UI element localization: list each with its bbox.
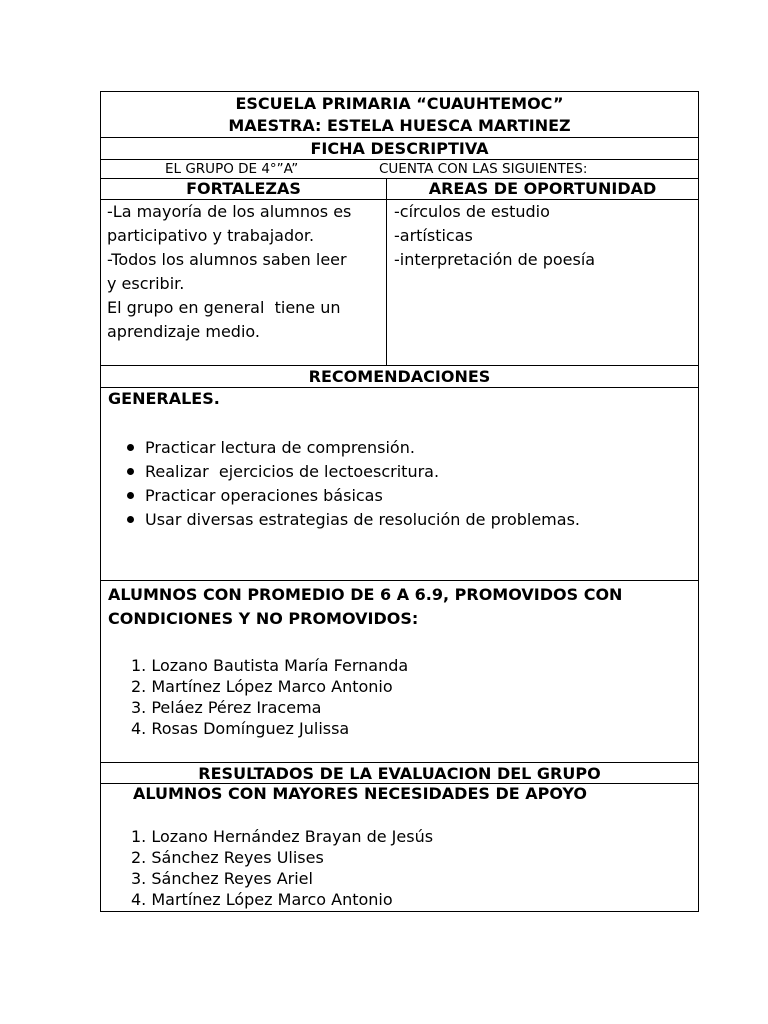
recomendaciones-title: RECOMENDACIONES <box>308 367 491 386</box>
doc-title: FICHA DESCRIPTIVA <box>310 139 489 158</box>
list-item: 2. Sánchez Reyes Ulises <box>131 848 324 867</box>
ficha-descriptiva-table <box>100 91 699 912</box>
area-line: -artísticas <box>394 226 473 245</box>
fortalezas-cell <box>101 200 387 365</box>
bullet-icon <box>127 468 134 475</box>
fortaleza-line: participativo y trabajador. <box>107 226 315 245</box>
resultados-cell <box>101 784 698 911</box>
recomendaciones-list <box>101 436 698 532</box>
columns-header-row <box>101 179 698 200</box>
group-label: EL GRUPO DE 4°”A” <box>165 161 299 177</box>
resultados-subtitle: ALUMNOS CON MAYORES NECESIDADES DE APOYO <box>133 784 588 803</box>
list-item: 4. Rosas Domínguez Julissa <box>131 719 350 738</box>
bullet-icon <box>127 516 134 523</box>
recomendaciones-subtitle: GENERALES. <box>108 389 220 408</box>
header-cell <box>101 92 698 138</box>
group-cell <box>101 160 698 179</box>
teacher-name: MAESTRA: ESTELA HUESCA MARTINEZ <box>228 116 571 135</box>
promedio-student-list <box>101 655 698 739</box>
area-line: -círculos de estudio <box>394 202 550 221</box>
list-item: Realizar ejercicios de lectoescritura. <box>101 460 698 484</box>
bullet-icon <box>127 492 134 499</box>
fortaleza-line: -La mayoría de los alumnos es <box>107 202 352 221</box>
bullet-icon <box>127 444 134 451</box>
list-item: Practicar operaciones básicas <box>101 484 698 508</box>
area-line: -interpretación de poesía <box>394 250 596 269</box>
list-item: 1. Lozano Bautista María Fernanda <box>131 656 409 675</box>
list-item: Practicar lectura de comprensión. <box>101 436 698 460</box>
areas-header: AREAS DE OPORTUNIDAD <box>428 179 657 198</box>
promedio-cell <box>101 581 698 763</box>
fortaleza-line: y escribir. <box>107 274 185 293</box>
fortaleza-line: aprendizaje medio. <box>107 322 260 341</box>
promedio-title-line-1: ALUMNOS CON PROMEDIO DE 6 A 6.9, PROMOVIDOS CON <box>108 585 623 604</box>
promedio-title-line-2: CONDICIONES Y NO PROMOVIDOS: <box>108 609 419 628</box>
columns-content-row <box>101 200 698 366</box>
list-item: 3. Sánchez Reyes Ariel <box>131 869 313 888</box>
list-item: 4. Martínez López Marco Antonio <box>131 890 393 909</box>
group-description: CUENTA CON LAS SIGUIENTES: <box>379 161 588 177</box>
list-item: 1. Lozano Hernández Brayan de Jesús <box>131 827 434 846</box>
resultados-title: RESULTADOS DE LA EVALUACION DEL GRUPO <box>198 764 601 783</box>
resultados-header-cell <box>101 763 698 784</box>
recomendaciones-cell <box>101 388 698 581</box>
list-item: 2. Martínez López Marco Antonio <box>131 677 393 696</box>
fortaleza-line: El grupo en general tiene un <box>107 298 341 317</box>
recomendaciones-header-cell <box>101 366 698 388</box>
fortalezas-header: FORTALEZAS <box>101 179 387 199</box>
resultados-student-list <box>101 826 698 910</box>
areas-cell <box>387 200 698 365</box>
school-name: ESCUELA PRIMARIA “CUAUHTEMOC” <box>235 94 564 113</box>
fortaleza-line: -Todos los alumnos saben leer <box>107 250 347 269</box>
list-item: 3. Peláez Pérez Iracema <box>131 698 322 717</box>
list-item: Usar diversas estrategias de resolución de problemas. <box>101 508 698 532</box>
doc-title-cell <box>101 138 698 160</box>
